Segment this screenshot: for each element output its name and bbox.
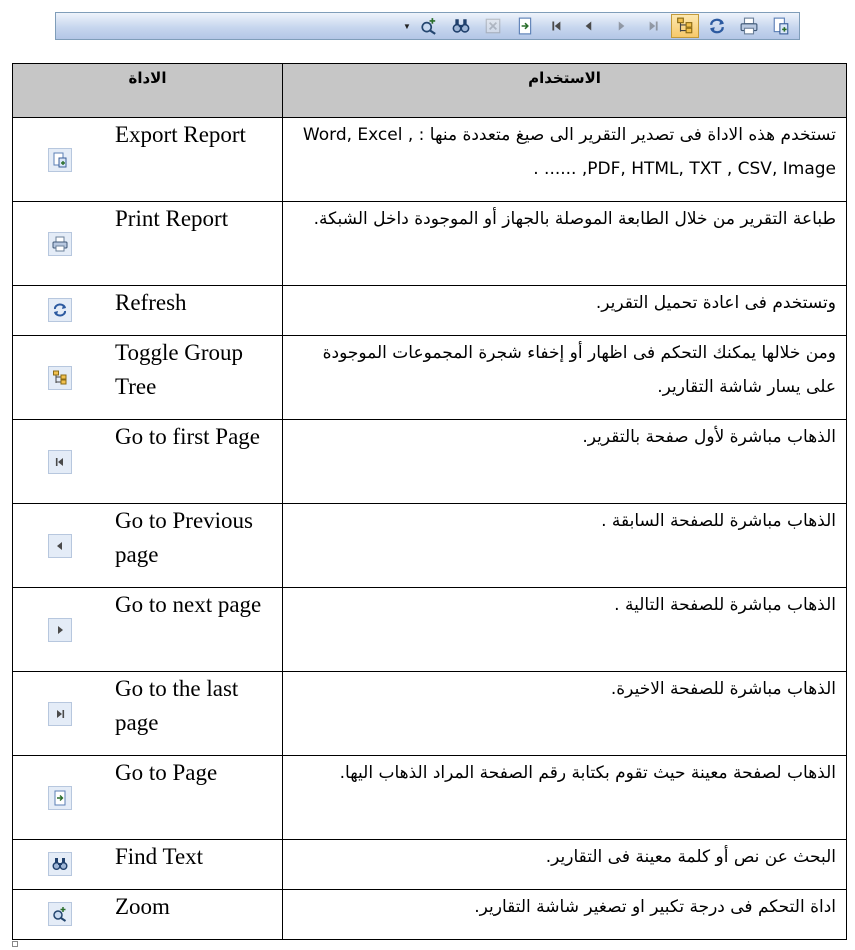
export-report-button[interactable] [767, 14, 795, 38]
table-row [13, 286, 847, 336]
table-row [13, 202, 847, 286]
toggle-group-tree-icon [48, 366, 72, 390]
usage-cell [283, 756, 847, 840]
go-to-first-page-icon [48, 450, 72, 474]
tool-cell [13, 118, 283, 202]
go-to-next-page-icon [48, 618, 72, 642]
refresh-icon [48, 298, 72, 322]
table-header-row [13, 64, 847, 118]
tool-name: Go to the last page [115, 676, 239, 735]
usage-text: ومن خلالها يمكنك التحكم فى اظهار أو إخفاء شجرة المجموعات الموجودة على يسار شاشة التقارير. [322, 343, 836, 397]
go-to-last-page-icon [48, 702, 72, 726]
close-current-view-icon [484, 17, 502, 35]
page-corner-mark [12, 941, 18, 947]
usage-text: طباعة التقرير من خلال الطابعة الموصلة بالجهاز أو الموجودة داخل الشبكة. [313, 209, 836, 229]
refresh-button[interactable] [703, 14, 731, 38]
toggle-group-tree-button[interactable] [671, 14, 699, 38]
go-to-previous-page-icon [580, 17, 598, 35]
zoom-icon [420, 17, 438, 35]
report-viewer-toolbar [55, 12, 800, 40]
tool-cell [13, 756, 283, 840]
go-to-first-page-icon [548, 17, 566, 35]
print-report-icon [740, 17, 758, 35]
find-text-button[interactable] [447, 14, 475, 38]
print-report-button[interactable] [735, 14, 763, 38]
table-row [13, 504, 847, 588]
table-row [13, 420, 847, 504]
find-text-icon [48, 852, 72, 876]
zoom-dropdown-arrow-icon[interactable]: ▼ [403, 21, 411, 31]
usage-cell [283, 118, 847, 202]
go-to-first-page-button[interactable] [543, 14, 571, 38]
tools-usage-table [12, 63, 847, 940]
usage-cell [283, 504, 847, 588]
tool-name: Toggle Group Tree [115, 340, 244, 399]
tool-name: Go to first Page [115, 424, 261, 449]
usage-text: تستخدم هذه الاداة فى تصدير التقرير الى صيغ متعددة منها : Word, Excel , PDF, HTML, TXT , CSV, Image, ...... . [302, 125, 836, 179]
table-row [13, 672, 847, 756]
tool-name: Go to Previous page [115, 508, 253, 567]
usage-text: الذهاب مباشرة للصفحة التالية . [614, 595, 836, 615]
table-row [13, 756, 847, 840]
usage-cell [283, 840, 847, 890]
usage-cell [283, 588, 847, 672]
usage-cell [283, 672, 847, 756]
usage-text: اداة التحكم فى درجة تكبير او تصغير شاشة التقارير. [474, 897, 836, 917]
header-tool: الاداة [13, 64, 283, 118]
table-row [13, 588, 847, 672]
usage-cell [283, 336, 847, 420]
usage-cell [283, 286, 847, 336]
toggle-group-tree-icon [676, 17, 694, 35]
tool-name: Export Report [115, 122, 246, 147]
tool-cell [13, 286, 283, 336]
print-report-icon [48, 232, 72, 256]
usage-cell [283, 890, 847, 940]
zoom-button[interactable] [415, 14, 443, 38]
tool-name: Find Text [115, 844, 204, 869]
tool-name: Print Report [115, 206, 229, 231]
refresh-icon [708, 17, 726, 35]
usage-text: الذهاب لصفحة معينة حيث تقوم بكتابة رقم الصفحة المراد الذهاب اليها. [339, 763, 836, 783]
usage-text: البحث عن نص أو كلمة معينة فى التقارير. [545, 847, 836, 867]
export-report-icon [772, 17, 790, 35]
go-to-next-page-button[interactable] [607, 14, 635, 38]
tool-cell [13, 202, 283, 286]
go-to-last-page-icon [644, 17, 662, 35]
usage-cell [283, 202, 847, 286]
close-current-view-button[interactable] [479, 14, 507, 38]
go-to-last-page-button[interactable] [639, 14, 667, 38]
table-row [13, 890, 847, 940]
zoom-icon [48, 902, 72, 926]
tool-cell [13, 504, 283, 588]
tool-cell [13, 588, 283, 672]
go-to-page-icon [516, 17, 534, 35]
table-row [13, 840, 847, 890]
go-to-page-button[interactable] [511, 14, 539, 38]
tool-name: Zoom [115, 894, 170, 919]
tool-cell [13, 890, 283, 940]
go-to-page-icon [48, 786, 72, 810]
usage-cell [283, 420, 847, 504]
tool-name: Go to Page [115, 760, 218, 785]
table-row [13, 336, 847, 420]
find-text-icon [452, 17, 470, 35]
go-to-next-page-icon [612, 17, 630, 35]
header-usage: الاستخدام [283, 64, 847, 118]
tool-cell [13, 840, 283, 890]
go-to-previous-page-button[interactable] [575, 14, 603, 38]
tool-name: Go to next page [115, 592, 262, 617]
usage-text: وتستخدم فى اعادة تحميل التقرير. [595, 293, 836, 313]
table-row [13, 118, 847, 202]
tool-cell [13, 672, 283, 756]
usage-text: الذهاب مباشرة لأول صفحة بالتقرير. [582, 427, 836, 447]
usage-text: الذهاب مباشرة للصفحة السابقة . [601, 511, 836, 531]
export-report-icon [48, 148, 72, 172]
tool-cell [13, 336, 283, 420]
go-to-previous-page-icon [48, 534, 72, 558]
tool-name: Refresh [115, 290, 187, 315]
usage-text: الذهاب مباشرة للصفحة الاخيرة. [610, 679, 836, 699]
tool-cell [13, 420, 283, 504]
